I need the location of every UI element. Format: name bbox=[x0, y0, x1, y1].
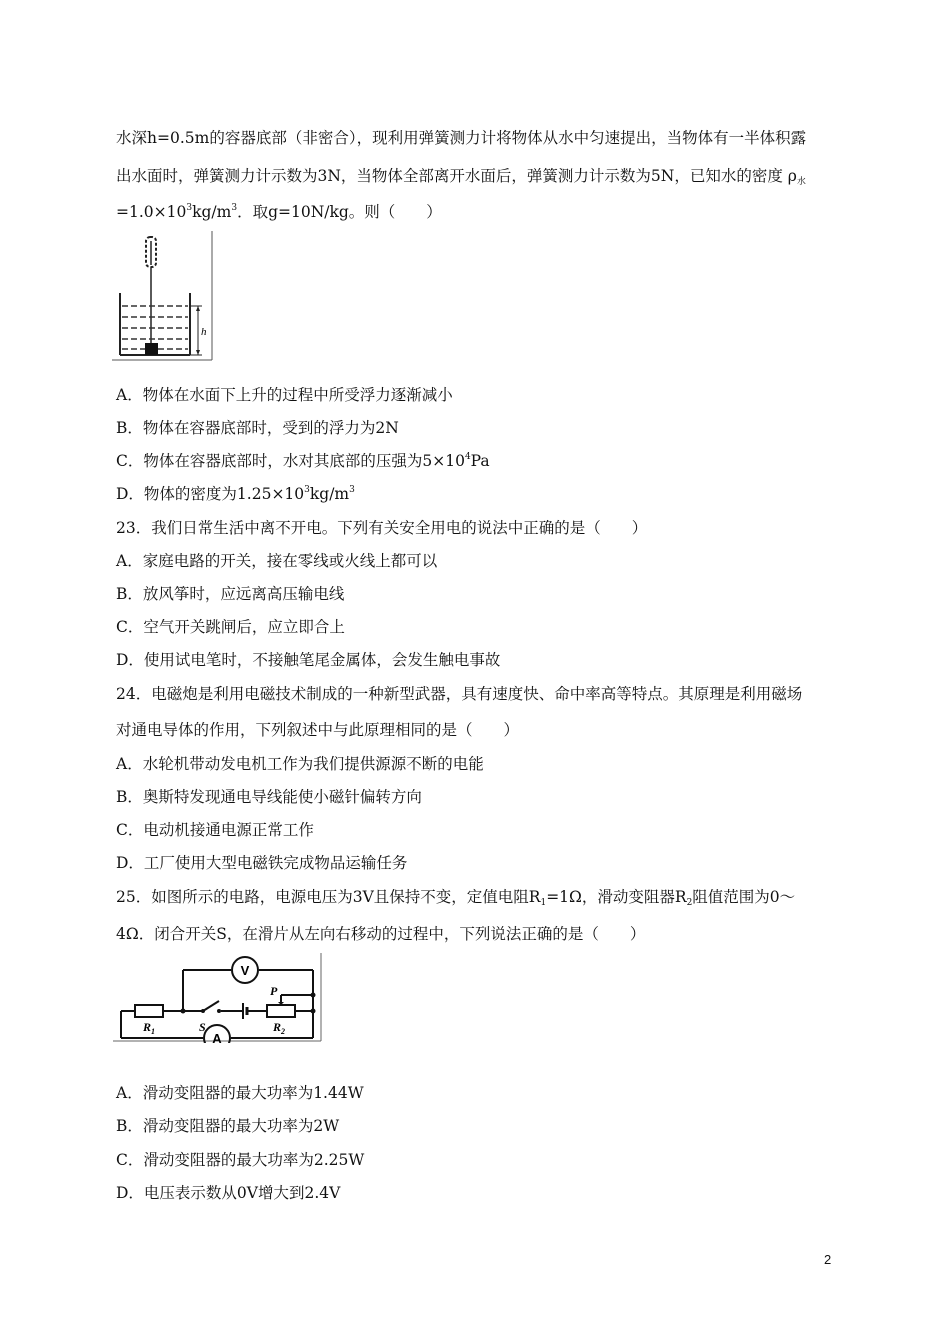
q22-option-d-text: D．物体的密度为1.25×10 bbox=[116, 485, 305, 503]
q23-stem: 23．我们日常生活中离不开电。下列有关安全用电的说法中正确的是（ ） bbox=[116, 519, 648, 537]
q22-option-d bbox=[116, 484, 355, 504]
q23-option-d: D．使用试电笔时，不接触笔尾金属体，会发生触电事故 bbox=[116, 651, 501, 669]
q22-stem-line-3 bbox=[116, 202, 442, 222]
r2-label: R bbox=[273, 1020, 282, 1034]
q25-stem-line-1 bbox=[116, 887, 795, 907]
svg-text:R2 bbox=[272, 1020, 285, 1036]
q25-stem-text-b: =1Ω，滑动变阻器R bbox=[546, 888, 687, 906]
page-number: 2 bbox=[824, 1252, 832, 1267]
water-subscript: 水 bbox=[796, 177, 806, 187]
q22-exponent: 3 bbox=[186, 203, 193, 213]
slider-label: P bbox=[270, 984, 278, 998]
svg-text:R1 bbox=[142, 1020, 155, 1036]
q22-option-c bbox=[116, 451, 490, 471]
q24-stem-line-1: 24．电磁炮是利用电磁技术制成的一种新型武器，具有速度快、命中率高等特点。其原理是利用磁场 bbox=[116, 685, 803, 703]
q22-option-c-exponent: 4 bbox=[464, 452, 471, 462]
h-label: h bbox=[201, 326, 207, 338]
voltmeter-label: V bbox=[240, 963, 250, 978]
q24-stem-line-2: 对通电导体的作用，下列叙述中与此原理相同的是（ ） bbox=[116, 721, 520, 739]
r1-label: R bbox=[143, 1020, 152, 1034]
q24-option-c: C．电动机接通电源正常工作 bbox=[116, 821, 314, 839]
q22-stem-line-2 bbox=[116, 166, 806, 186]
q23-option-a: A．家庭电路的开关，接在零线或火线上都可以 bbox=[116, 552, 438, 570]
q22-stem-end: ．取g=10N/kg。则（ ） bbox=[237, 203, 442, 221]
q22-option-a: A．物体在水面下上升的过程中所受浮力逐渐减小 bbox=[116, 386, 453, 404]
q25-option-b: B．滑动变阻器的最大功率为2W bbox=[116, 1117, 340, 1135]
q25-stem-text-c: 阻值范围为0～ bbox=[692, 888, 796, 906]
r1-label-subscript: 1 bbox=[151, 1027, 156, 1036]
r1-subscript: 1 bbox=[540, 898, 547, 908]
q25-circuit-diagram bbox=[113, 953, 323, 1043]
ammeter-label: A bbox=[212, 1031, 222, 1043]
q22-option-b: B．物体在容器底部时，受到的浮力为2N bbox=[116, 419, 399, 437]
r2-label-subscript: 2 bbox=[281, 1027, 286, 1036]
q22-option-d-exponent: 3 bbox=[304, 485, 310, 495]
q23-option-b: B．放风筝时，应远离高压输电线 bbox=[116, 585, 345, 603]
q22-unit: kg/m bbox=[192, 203, 232, 221]
q22-container-figure bbox=[112, 231, 216, 361]
q22-option-d-unit-exponent: 3 bbox=[349, 485, 355, 495]
q24-option-a: A．水轮机带动发电机工作为我们提供源源不断的电能 bbox=[116, 755, 484, 773]
q22-unit-exponent: 3 bbox=[231, 203, 238, 213]
q25-option-d: D．电压表示数从0V增大到2.4V bbox=[116, 1184, 341, 1202]
q23-option-c: C．空气开关跳闸后，应立即合上 bbox=[116, 618, 345, 636]
r2-subscript: 2 bbox=[686, 898, 693, 908]
q25-stem-text-a: 25．如图所示的电路，电源电压为3V且保持不变，定值电阻R bbox=[116, 888, 541, 906]
q22-stem-line-2-text: 出水面时，弹簧测力计示数为3N，当物体全部离开水面后，弹簧测力计示数为5N，已知水的密度 ρ bbox=[116, 167, 797, 185]
q22-option-c-unit: Pa bbox=[470, 452, 490, 470]
q25-stem-line-2: 4Ω．闭合开关S，在滑片从左向右移动的过程中，下列说法正确的是（ ） bbox=[116, 925, 646, 943]
q22-option-d-unit: kg/m bbox=[309, 485, 350, 503]
q24-option-d: D．工厂使用大型电磁铁完成物品运输任务 bbox=[116, 854, 408, 872]
q22-stem-line-1: 水深h=0.5m的容器底部（非密合），现利用弹簧测力计将物体从水中匀速提出，当物体有一半体积露 bbox=[116, 129, 807, 147]
switch-label: S bbox=[199, 1020, 206, 1034]
q25-option-a: A．滑动变阻器的最大功率为1.44W bbox=[116, 1084, 364, 1102]
q24-option-b: B．奥斯特发现通电导线能使小磁针偏转方向 bbox=[116, 788, 422, 806]
q25-option-c: C．滑动变阻器的最大功率为2.25W bbox=[116, 1151, 365, 1169]
q22-option-c-text: C．物体在容器底部时，水对其底部的压强为5×10 bbox=[116, 452, 465, 470]
q22-density-value: =1.0×10 bbox=[116, 203, 187, 221]
